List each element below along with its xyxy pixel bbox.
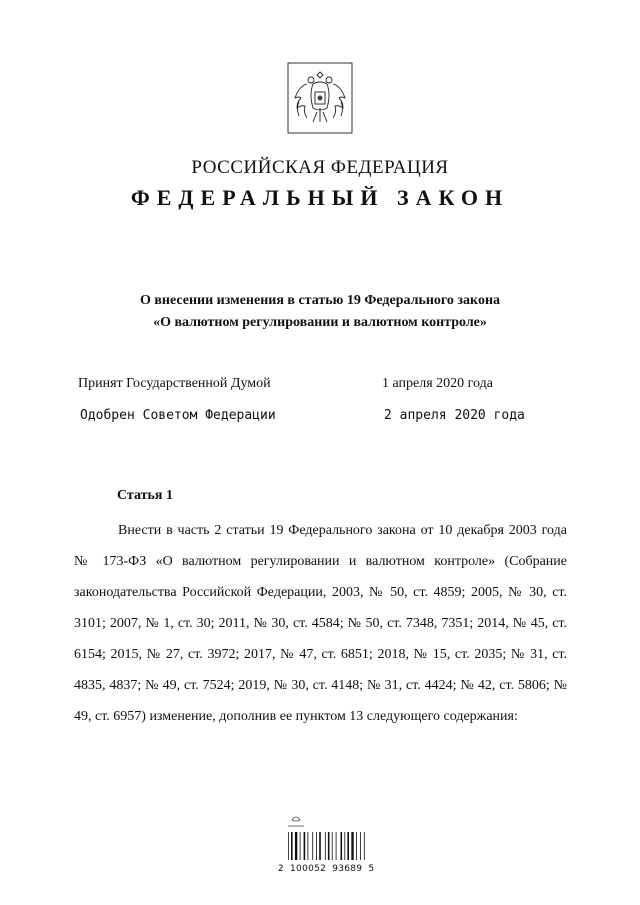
council-approval-date: 2 апреля 2020 года	[384, 408, 525, 423]
duma-adoption-date: 1 апреля 2020 года	[382, 376, 493, 391]
barcode-bar	[360, 832, 361, 860]
barcode-bar	[351, 832, 353, 860]
barcode-bar	[295, 832, 297, 860]
barcode-bar	[364, 832, 365, 860]
barcode-bar	[288, 832, 289, 860]
duma-adoption-label: Принят Государственной Думой	[78, 376, 271, 391]
barcode-digit-group-3: 93689	[332, 864, 363, 874]
barcode-bar	[347, 832, 349, 860]
country-name: РОССИЙСКАЯ ФЕДЕРАЦИЯ	[191, 157, 449, 178]
article-heading: Статья 1	[117, 488, 173, 503]
article-body-text: Внести в часть 2 статьи 19 Федерального закона от 10 декабря 2003 года № 173-ФЗ «О валютном регулировании и валютном контроле» (Собрание законодательства Российской Федерации, 2003, № 50, ст. 4859; 2005, № 30, ст. 3101; 2007, № 1, ст. 30; 2011, № 30, ст. 4584; № 50, ст. 7348, 7351; 2014, № 45, ст. 6154; 2015, № 27, ст. 3972; 2017, № 47, ст. 6851; 2018, № 15, ст. 2035; № 31, ст. 4835, 4837; № 49, ст. 7524; 2019, № 30, ст. 4148; № 31, ст. 4424; № 42, ст. 5806; № 49, ст. 6957) изменение, дополнив ее пунктом 13 следующего содержания:	[74, 523, 567, 724]
barcode-image	[284, 812, 370, 862]
barcode-bar	[312, 832, 313, 860]
barcode-number	[278, 864, 380, 874]
barcode-bar	[344, 832, 345, 860]
barcode-bar	[332, 832, 333, 860]
barcode-bar	[356, 832, 357, 860]
barcode-bar	[336, 832, 337, 860]
barcode-bar	[319, 832, 321, 860]
council-approval-label: Одобрен Советом Федерации	[80, 408, 276, 423]
barcode-bar	[300, 832, 301, 860]
barcode-digit-group-2: 100052	[290, 864, 327, 874]
law-title-line-2: «О валютном регулировании и валютном контроле»	[153, 315, 487, 330]
barcode-bar	[308, 832, 309, 860]
law-title	[0, 290, 640, 334]
barcode-bar	[341, 832, 343, 860]
barcode-bar	[304, 832, 306, 860]
barcode-bar	[291, 832, 293, 860]
barcode-bar	[316, 832, 317, 860]
barcode-bar	[328, 832, 330, 860]
barcode-bar	[325, 832, 326, 860]
barcode-digit-group-4: 5	[368, 864, 375, 874]
barcode-digit-group-1: 2	[278, 864, 285, 874]
coat-of-arms-emblem	[287, 62, 353, 134]
law-title-line-1: О внесении изменения в статью 19 Федерального закона	[139, 293, 501, 308]
law-type-heading: ФЕДЕРАЛЬНЫЙ ЗАКОН	[130, 185, 510, 210]
